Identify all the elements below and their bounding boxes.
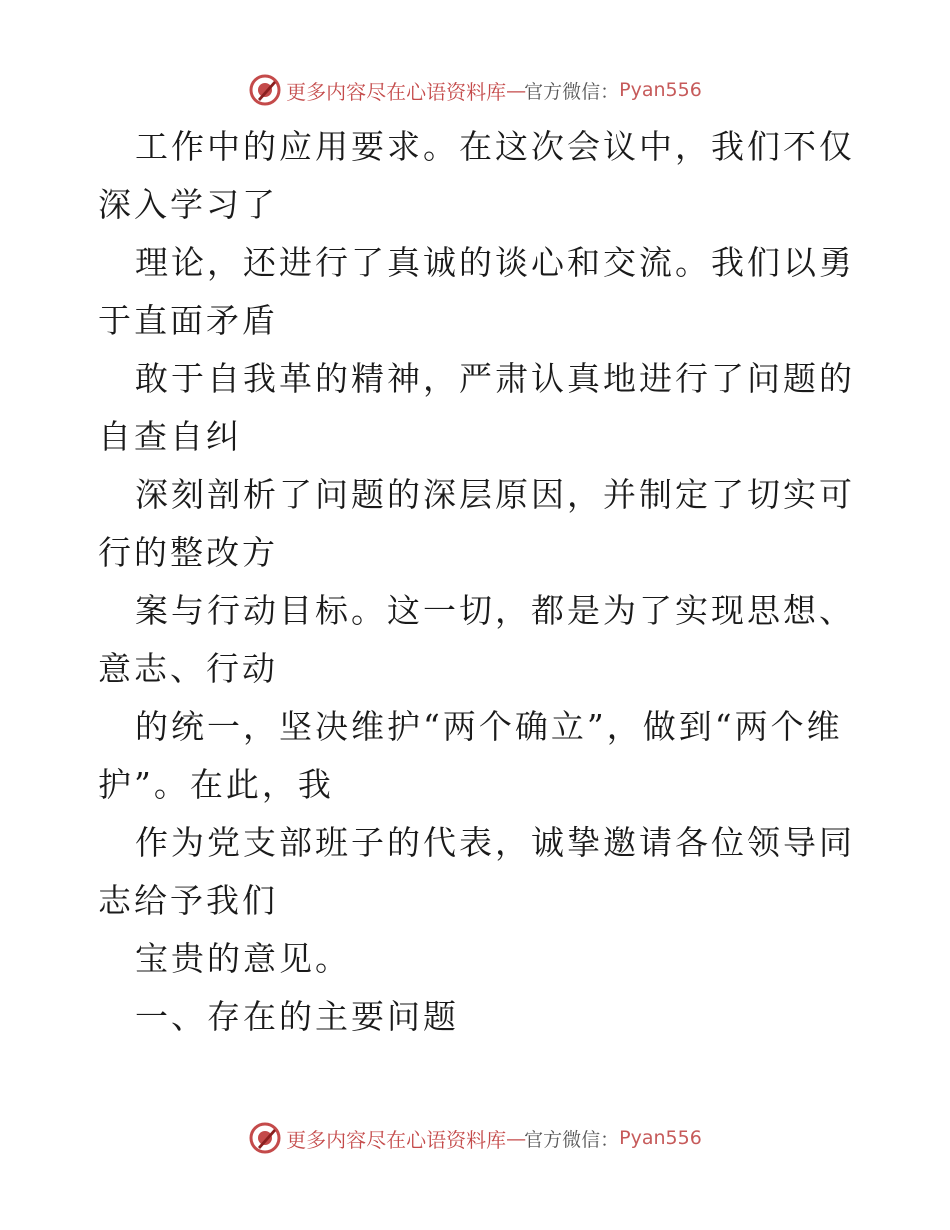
paragraph-5: 案与行动目标。这一切，都是为了实现思想、意志、行动 — [98, 591, 855, 688]
header-watermark-banner — [0, 70, 950, 110]
pen-logo-icon — [248, 1121, 282, 1155]
banner-wechat-id: Pyan556 — [619, 79, 702, 101]
banner-wechat-id: Pyan556 — [619, 1127, 702, 1149]
banner-site-name: 更多内容尽在心语资料库 — [286, 79, 507, 104]
paragraph-4: 深刻剖析了问题的深层原因，并制定了切实可行的整改方 — [98, 475, 855, 572]
banner-wechat-label: 官方微信： — [524, 1128, 620, 1151]
paragraph-8: 宝贵的意见。 — [135, 939, 351, 978]
paragraph-1: 工作中的应用要求。在这次会议中，我们不仅深入学习了 — [98, 127, 855, 224]
banner-site-name: 更多内容尽在心语资料库 — [286, 1127, 507, 1152]
document-body — [98, 118, 858, 1046]
banner-separator: — — [506, 78, 525, 102]
paragraph-6: 的统一，坚决维护“两个确立”，做到“两个维护”。在此，我 — [98, 707, 843, 804]
banner-separator: — — [506, 1126, 525, 1150]
section-heading: 一、存在的主要问题 — [135, 997, 459, 1036]
banner-wechat-label: 官方微信： — [524, 80, 620, 103]
paragraph-3: 敢于自我革的精神，严肃认真地进行了问题的自查自纠 — [98, 359, 855, 456]
pen-logo-icon — [248, 73, 282, 107]
paragraph-7: 作为党支部班子的代表，诚挚邀请各位领导同志给予我们 — [98, 823, 855, 920]
paragraph-2: 理论，还进行了真诚的谈心和交流。我们以勇于直面矛盾 — [98, 243, 855, 340]
footer-watermark-banner — [0, 1118, 950, 1158]
